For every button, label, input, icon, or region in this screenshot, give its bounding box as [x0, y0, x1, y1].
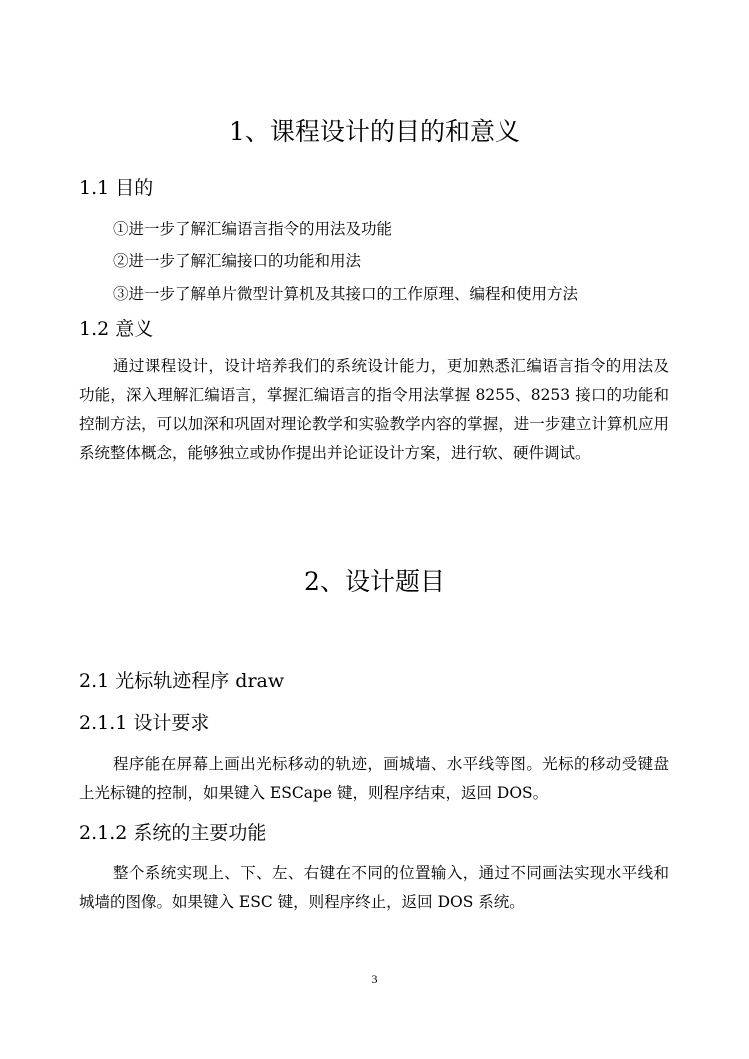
list-item: ③进一步了解单片微型计算机及其接口的工作原理、编程和使用方法 [113, 285, 579, 303]
subsection-2-1-title: 2.1 光标轨迹程序 draw [79, 670, 285, 692]
list-item: ①进一步了解汇编语言指令的用法及功能 [113, 220, 393, 238]
subsection-1-2-paragraph: 通过课程设计，设计培养我们的系统设计能力，更加熟悉汇编语言指令的用法及功能，深入理解汇编语言，掌握汇编语言的指令用法掌握 8255、8253 接口的功能和控制方法，可以加深和巩固对理论教学和实验教学内容的掌握，进一步建立计算机应用系统整体概念，能够独立或协作提出并论证设计方案，进行软、硬件调试。 [79, 357, 669, 462]
subsection-2-1-2-title: 2.1.2 系统的主要功能 [79, 822, 267, 844]
page-number: 3 [371, 972, 378, 986]
section1-title: 1、课程设计的目的和意义 [229, 117, 520, 146]
list-item: ②进一步了解汇编接口的功能和用法 [113, 252, 362, 270]
section2-title: 2、设计题目 [304, 567, 445, 596]
subsection-2-1-2-paragraph: 整个系统实现上、下、左、右键在不同的位置输入，通过不同画法实现水平线和城墙的图像。如果键入 ESC 键，则程序终止，返回 DOS 系统。 [79, 864, 669, 911]
subsection-2-1-1-title: 2.1.1 设计要求 [79, 712, 210, 734]
subsection-1-1-title: 1.1 目的 [79, 177, 154, 199]
subsection-2-1-1-paragraph: 程序能在屏幕上画出光标移动的轨迹，画城墙、水平线等图。光标的移动受键盘上光标键的控制，如果键入 ESCape 键，则程序结束，返回 DOS。 [79, 755, 669, 802]
subsection-1-2-title: 1.2 意义 [79, 318, 154, 340]
